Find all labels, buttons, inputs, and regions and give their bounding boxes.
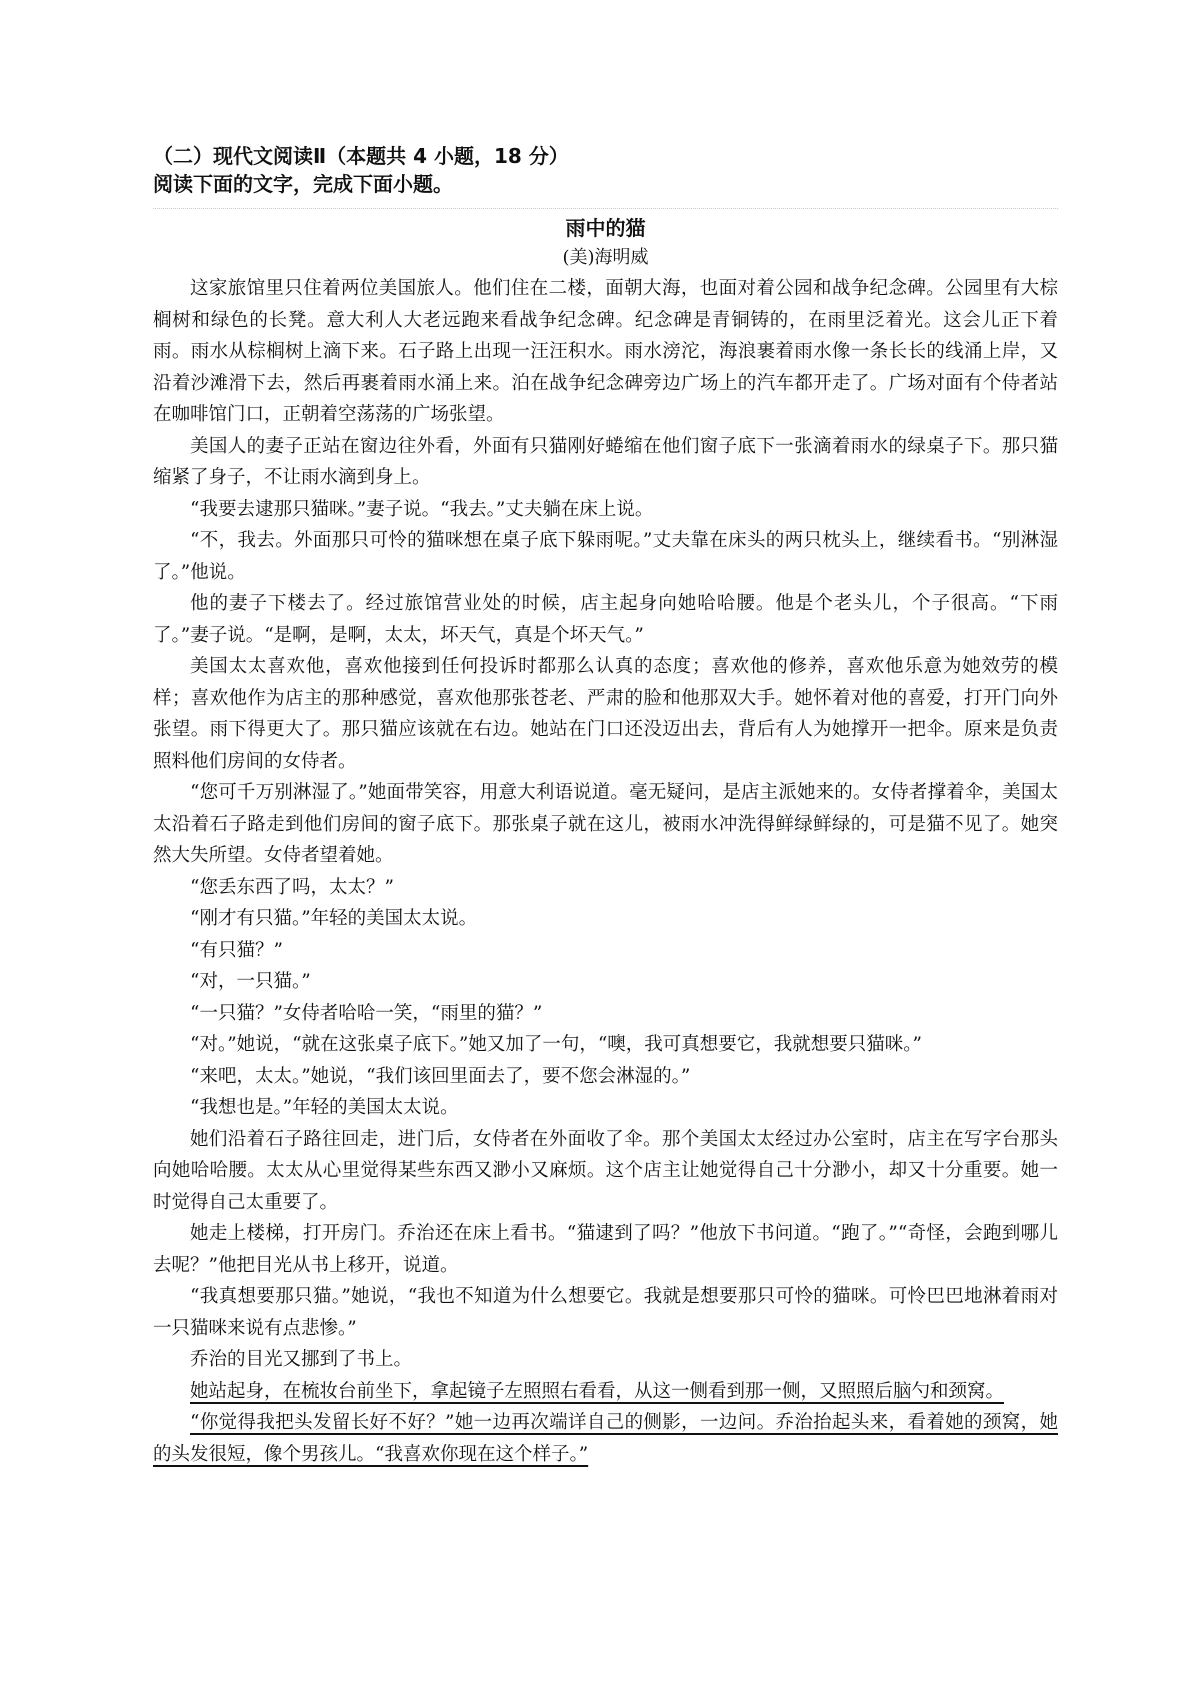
paragraph: “对。”她说，“就在这张桌子底下。”她又加了一句，“噢，我可真想要它，我就想要只猫咪。” [190, 1034, 923, 1055]
underlined-text: 她站起身，在梳妆台前坐下，拿起镜子左照照右看看，从这一侧看到那一侧，又照照后脑勺和颈窝。 [190, 1380, 1005, 1402]
paragraph: “我真想要那只猫。”她说，“我也不知道为什么想要它。我就是想要那只可怜的猫咪。可怜巴巴地淋着雨对一只猫咪来说有点悲惨。” [153, 1286, 1058, 1339]
paragraph: “我要去逮那只猫咪。”妻子说。“我去。”丈夫躺在床上说。 [190, 498, 654, 520]
underlined-text: “你觉得我把头发留长好不好？”她一边再次端详自己的侧影，一边问。乔治抬起头来，看着她的颈窝，她的头发很短，像个男孩儿。“我喜欢你现在这个样子。” [153, 1412, 1058, 1465]
paragraph: “有只猫？” [190, 939, 283, 961]
paragraph: “您可千万别淋湿了。”她面带笑容，用意大利语说道。毫无疑问，是店主派她来的。女侍者撑着伞，美国太太沿着石子路走到他们房间的窗子底下。那张桌子就在这儿，被雨水冲洗得鲜绿鲜绿的，可是猫不见了。她突然大失所望。女侍者望着她。 [153, 782, 1058, 866]
reading-instruction: 阅读下面的文字，完成下面小题。 [153, 172, 453, 196]
section-title: （二）现代文阅读Ⅱ（本题共 4 小题，18 分） [153, 144, 569, 168]
paragraph-underlined [153, 1407, 1058, 1470]
paragraph: “一只猫？”女侍者哈哈一笑，“雨里的猫？” [190, 1002, 543, 1024]
paragraph: 这家旅馆里只住着两位美国旅人。他们住在二楼，面朝大海，也面对着公园和战争纪念碑。公园里有大棕榈树和绿色的长凳。意大利人大老远跑来看战争纪念碑。纪念碑是青铜铸的，在雨里泛着光。这会儿正下着雨。雨水从棕榈树上滴下来。石子路上出现一汪汪积水。雨水滂沱，海浪裹着雨水像一条长长的线涌上岸，又沿着沙滩滑下去，然后再裹着雨水涌上来。泊在战争纪念碑旁边广场上的汽车都开走了。广场对面有个侍者站在咖啡馆门口，正朝着空荡荡的广场张望。 [153, 278, 1058, 425]
exam-page [153, 142, 1058, 1470]
story-body [153, 273, 1058, 1470]
paragraph: 美国人的妻子正站在窗边往外看，外面有只猫刚好蜷缩在他们窗子底下一张滴着雨水的绿桌子下。那只猫缩紧了身子，不让雨水滴到身上。 [153, 435, 1058, 488]
paragraph: “来吧，太太。”她说，“我们该回里面去了，要不您会淋湿的。” [190, 1065, 691, 1087]
paragraph: “刚才有只猫。”年轻的美国太太说。 [190, 908, 478, 929]
paragraph-underlined [153, 1376, 1058, 1408]
paragraph: 她们沿着石子路往回走，进门后，女侍者在外面收了伞。那个美国太太经过办公室时，店主在写字台那头向她哈哈腰。太太从心里觉得某些东西又渺小又麻烦。这个店主让她觉得自己十分渺小，却又十分重要。她一时觉得自己太重要了。 [153, 1128, 1058, 1213]
paragraph: “您丢东西了吗，太太？” [190, 876, 394, 898]
dotted-divider [153, 208, 1058, 209]
paragraph: 乔治的目光又挪到了书上。 [190, 1349, 413, 1370]
paragraph: “我想也是。”年轻的美国太太说。 [190, 1097, 459, 1118]
paragraph: 美国太太喜欢他，喜欢他接到任何投诉时都那么认真的态度；喜欢他的修养，喜欢他乐意为她效劳的模样；喜欢他作为店主的那种感觉，喜欢他那张苍老、严肃的脸和他那双大手。她怀着对他的喜爱，打开门向外张望。雨下得更大了。那只猫应该就在右边。她站在门口还没迈出去，背后有人为她撑开一把伞。原来是负责照料他们房间的女侍者。 [153, 656, 1058, 772]
story-author: (美)海明威 [562, 247, 649, 268]
paragraph: 他的妻子下楼去了。经过旅馆营业处的时候，店主起身向她哈哈腰。他是个老头儿，个子很高。“下雨了。”妻子说。“是啊，是啊，太太，坏天气，真是个坏天气。” [153, 593, 1058, 646]
paragraph: 她走上楼梯，打开房门。乔治还在床上看书。“猫逮到了吗？”他放下书问道。“跑了。”“奇怪，会跑到哪儿去呢？”他把目光从书上移开，说道。 [153, 1223, 1058, 1276]
story-title: 雨中的猫 [565, 216, 646, 240]
paragraph: “不，我去。外面那只可怜的猫咪想在桌子底下躲雨呢。”丈夫靠在床头的两只枕头上，继续看书。“别淋湿了。”他说。 [153, 530, 1058, 583]
paragraph: “对，一只猫。” [190, 971, 311, 992]
